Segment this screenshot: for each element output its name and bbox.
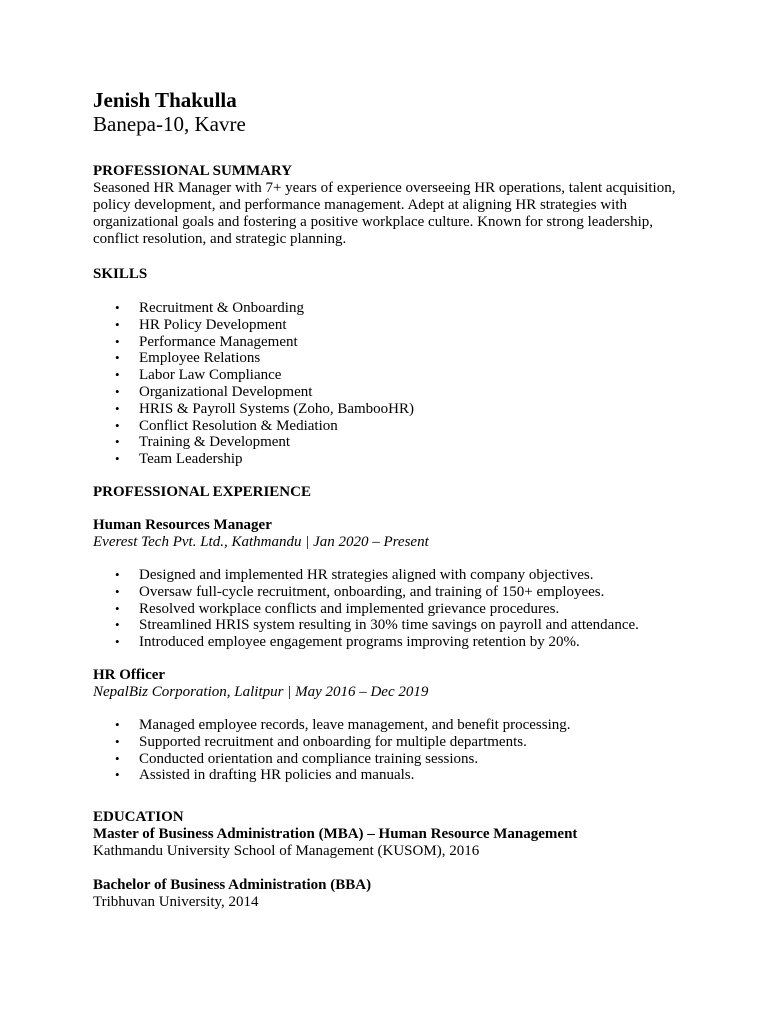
bullet-icon: • [115, 600, 120, 616]
bullet-icon: • [115, 300, 120, 315]
bullet-icon: • [115, 350, 120, 366]
experience-heading: PROFESSIONAL EXPERIENCE [93, 483, 311, 500]
job-bullet-item [93, 767, 693, 784]
skill-text: Conflict Resolution & Mediation [139, 417, 338, 434]
skill-item [93, 334, 693, 351]
degree-school: Kathmandu University School of Management (KUSOM), 2016 [93, 843, 480, 860]
summary-heading: PROFESSIONAL SUMMARY [93, 163, 293, 179]
resume-document [93, 88, 693, 911]
job-bullet-text: Managed employee records, leave management, and benefit processing. [139, 716, 571, 733]
job-bullet-text: Resolved workplace conflicts and implemented grievance procedures. [139, 600, 560, 617]
skill-item [93, 401, 693, 418]
bullet-icon: • [115, 617, 120, 633]
job-bullet-text: Designed and implemented HR strategies aligned with company objectives. [139, 566, 594, 583]
job-bullet-text: Streamlined HRIS system resulting in 30% time savings on payroll and attendance. [139, 617, 639, 634]
bullet-icon: • [115, 400, 120, 416]
job-bullet-item [93, 567, 693, 584]
skill-text: HRIS & Payroll Systems (Zoho, BambooHR) [139, 400, 415, 417]
job-bullet-item [93, 601, 693, 618]
job-bullet-item [93, 584, 693, 601]
skill-text: Team Leadership [139, 451, 243, 468]
skill-text: Performance Management [139, 333, 298, 350]
skill-item [93, 384, 693, 401]
bullet-icon: • [115, 566, 120, 582]
job-bullet-text: Assisted in drafting HR policies and manuals. [139, 767, 415, 784]
job-company: Everest Tech Pvt. Ltd., Kathmandu | Jan 2020 – Present [93, 533, 429, 550]
skill-text: Recruitment & Onboarding [139, 300, 304, 316]
job-title: HR Officer [93, 666, 166, 683]
candidate-name: Jenish Thakulla [93, 88, 237, 112]
education-heading: EDUCATION [93, 809, 184, 826]
bullet-icon: • [115, 716, 120, 732]
bullet-icon: • [115, 750, 120, 766]
bullet-icon: • [115, 367, 120, 383]
bullet-icon: • [115, 316, 120, 332]
bullet-icon: • [115, 634, 120, 650]
skill-item [93, 300, 693, 317]
bullet-icon: • [115, 733, 120, 749]
skill-text: Employee Relations [139, 350, 261, 367]
bullet-icon: • [115, 767, 120, 783]
candidate-address: Banepa-10, Kavre [93, 112, 246, 136]
degree-title: Master of Business Administration (MBA) – Human Resource Management [93, 826, 578, 843]
skill-item [93, 418, 693, 435]
degree-title: Bachelor of Business Administration (BBA) [93, 877, 372, 894]
skill-item [93, 317, 693, 334]
job-bullet-item [93, 734, 693, 751]
job-title: Human Resources Manager [93, 516, 272, 533]
job-bullet-item [93, 617, 693, 634]
job-bullet-item [93, 751, 693, 768]
job-bullet-item [93, 717, 693, 734]
bullet-icon: • [115, 451, 120, 467]
job-bullets [93, 567, 693, 651]
skill-text: Labor Law Compliance [139, 367, 282, 384]
skills-list [93, 300, 693, 468]
job-bullet-text: Conducted orientation and compliance training sessions. [139, 750, 479, 767]
bullet-icon: • [115, 434, 120, 450]
skill-text: Training & Development [139, 434, 291, 451]
skill-item [93, 451, 693, 468]
degree-school: Tribhuvan University, 2014 [93, 894, 259, 911]
job-company: NepalBiz Corporation, Lalitpur | May 2016 – Dec 2019 [93, 683, 429, 700]
job-bullet-item [93, 634, 693, 651]
skills-heading: SKILLS [93, 266, 148, 282]
skill-item [93, 367, 693, 384]
skill-item [93, 434, 693, 451]
summary-text: Seasoned HR Manager with 7+ years of experience overseeing HR operations, talent acquisition, policy development, and performance management. Adept at aligning HR strategies with organizational goals and fostering a positive workplace culture. Known for strong leadership, conflict resolution, and strategic planning. [93, 180, 676, 247]
skill-text: HR Policy Development [139, 316, 287, 333]
job-bullet-text: Supported recruitment and onboarding for multiple departments. [139, 733, 527, 750]
skill-text: Organizational Development [139, 383, 313, 400]
bullet-icon: • [115, 417, 120, 433]
job-bullets [93, 717, 693, 784]
bullet-icon: • [115, 583, 120, 599]
bullet-icon: • [115, 383, 120, 399]
bullet-icon: • [115, 333, 120, 349]
job-bullet-text: Introduced employee engagement programs improving retention by 20%. [139, 634, 580, 651]
job-bullet-text: Oversaw full-cycle recruitment, onboarding, and training of 150+ employees. [139, 583, 605, 600]
skill-item [93, 350, 693, 367]
